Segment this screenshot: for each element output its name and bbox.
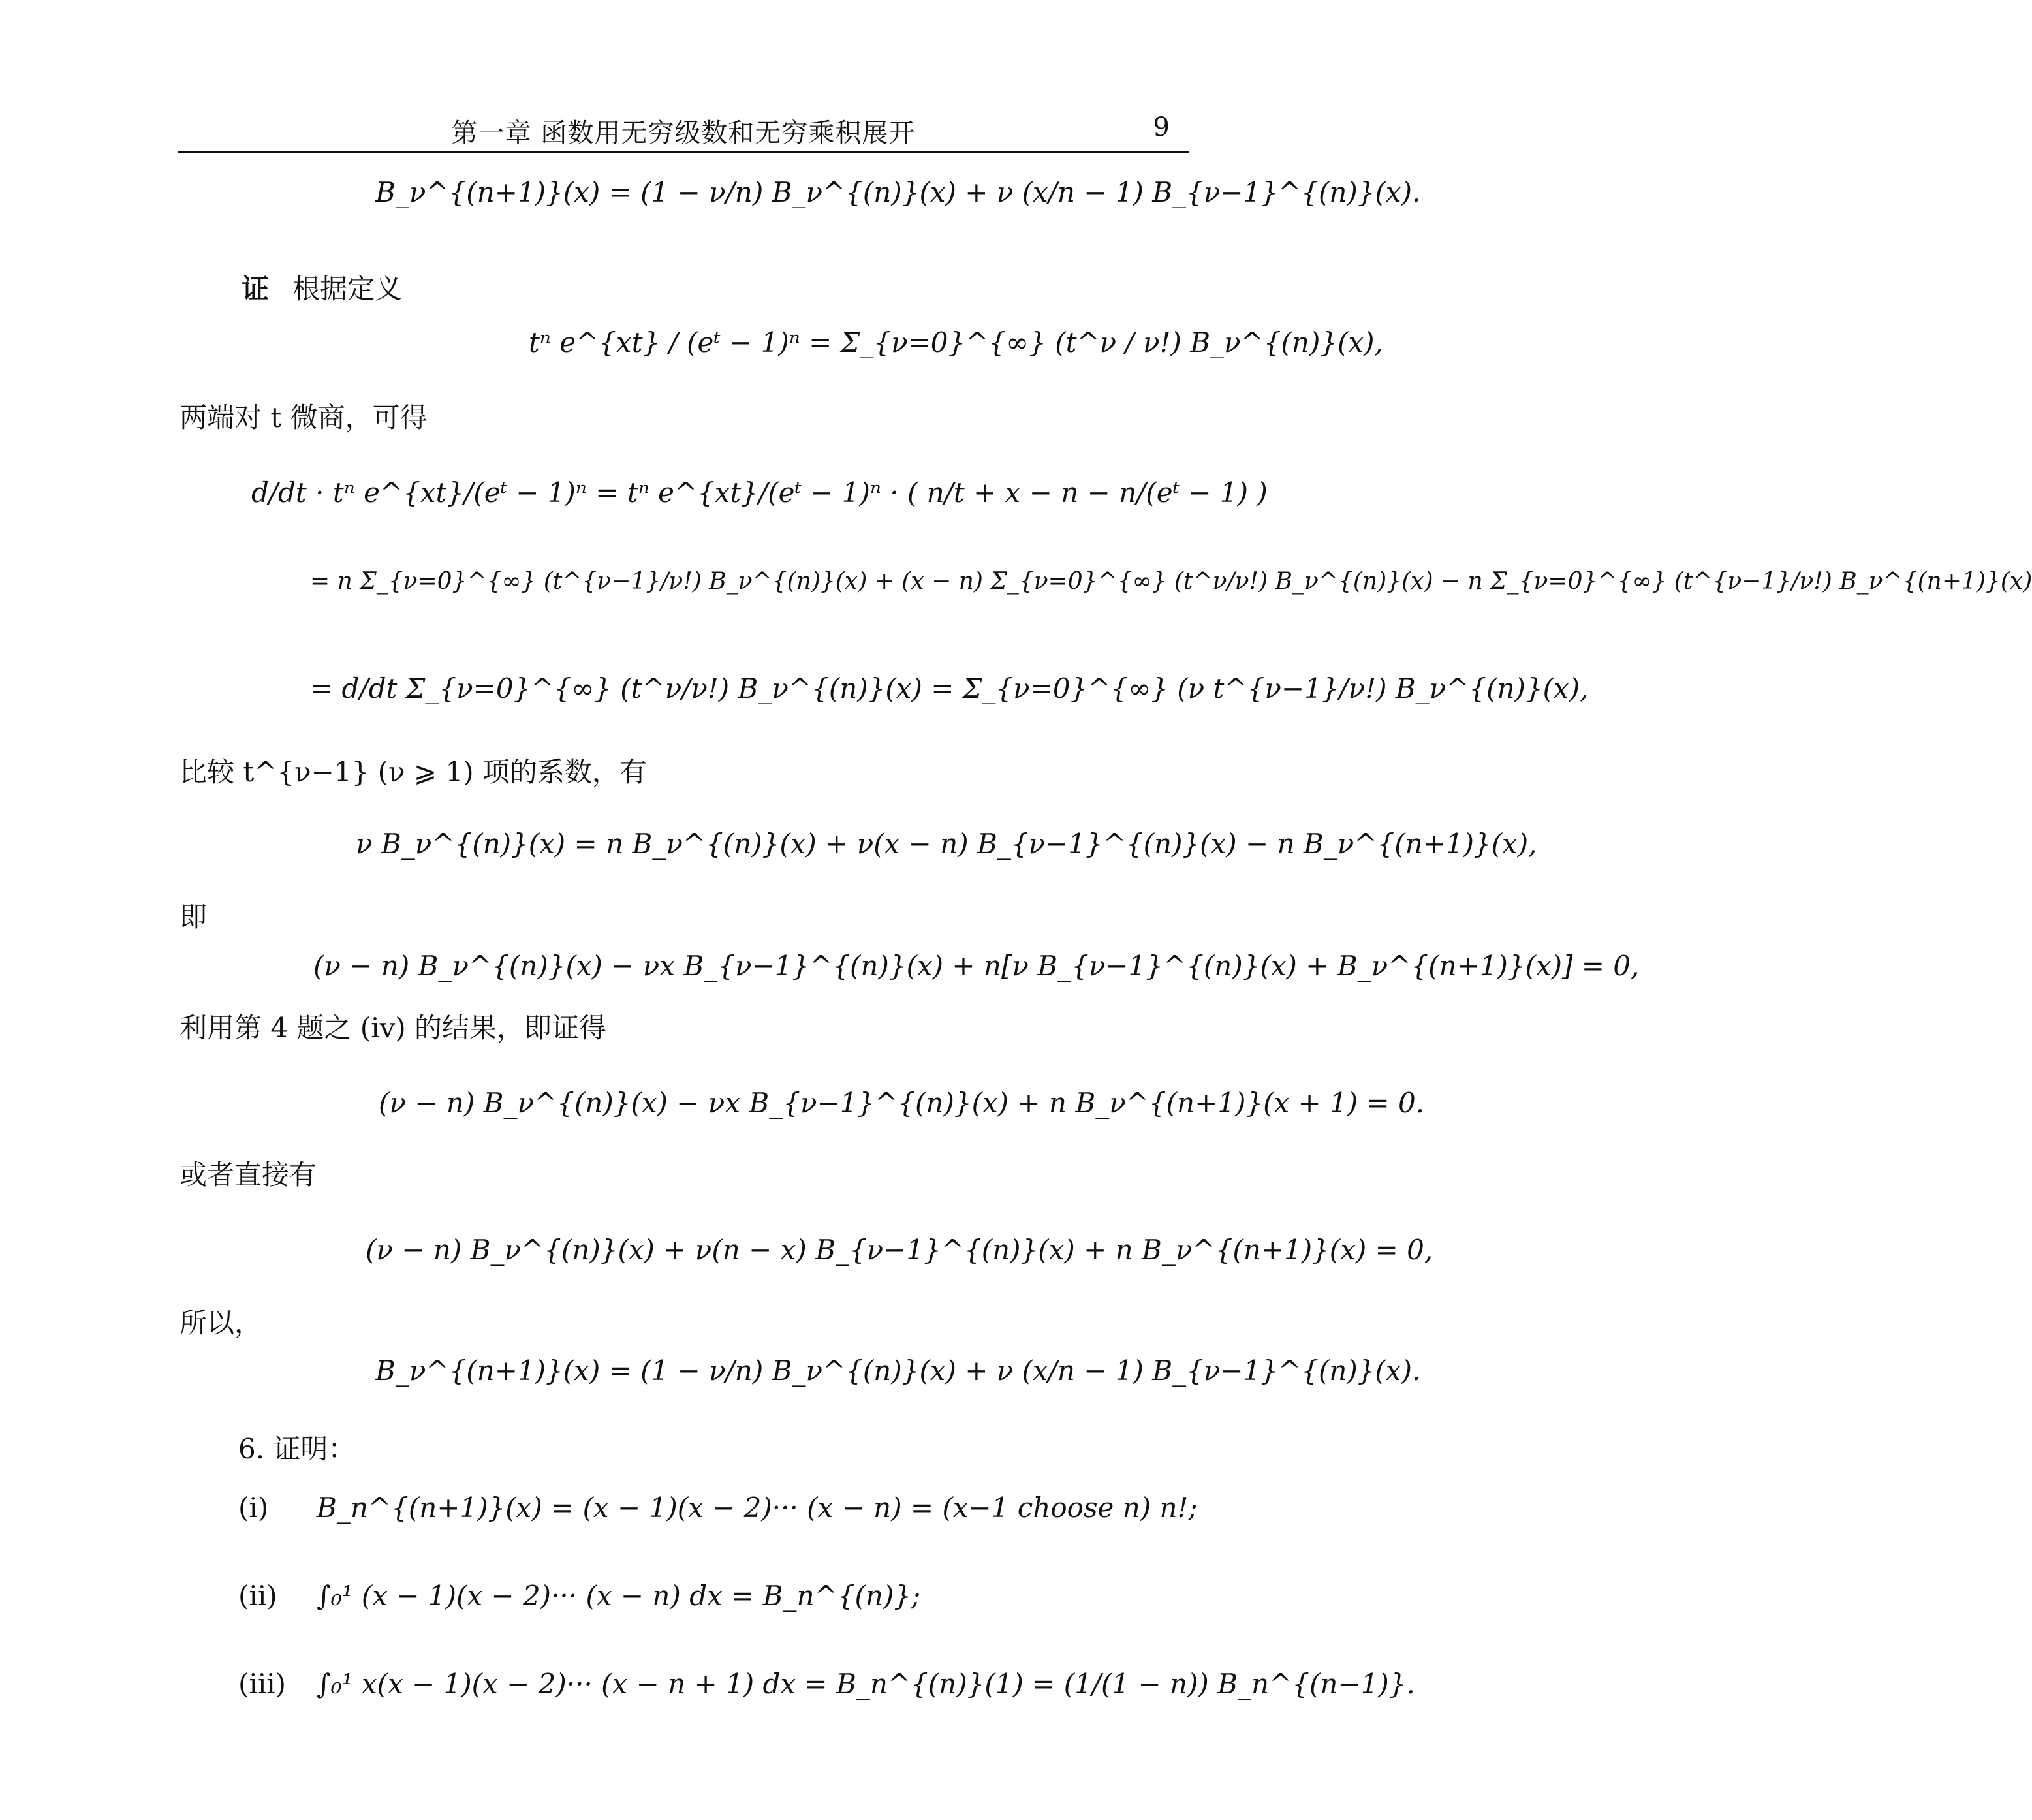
problem-6-item-ii: (ii) ∫₀¹ (x − 1)(x − 2)··· (x − n) dx = B_n^{(n)};	[238, 1580, 921, 1612]
equation-ji: (ν − n) B_ν^{(n)}(x) − νx B_{ν−1}^{(n)}(x) + n[ν B_{ν−1}^{(n)}(x) + B_ν^{(n+1)}(x)] = 0,	[313, 950, 1640, 982]
paragraph-direct: 或者直接有	[180, 1159, 317, 1191]
equation-so: B_ν^{(n+1)}(x) = (1 − ν/n) B_ν^{(n)}(x) + ν (x/n − 1) B_{ν−1}^{(n)}(x).	[375, 1355, 1421, 1387]
equation-compare: ν B_ν^{(n)}(x) = n B_ν^{(n)}(x) + ν(x − n) B_{ν−1}^{(n)}(x) − n B_ν^{(n+1)}(x),	[356, 828, 1537, 860]
proof-intro	[242, 273, 402, 306]
chapter-title: 第一章 函数用无穷级数和无穷乘积展开	[451, 118, 916, 148]
paragraph-so: 所以，	[180, 1307, 262, 1339]
problem-6-heading: 6. 证明：	[238, 1433, 356, 1465]
paragraph-compare: 比较 t^{ν−1} (ν ⩾ 1) 项的系数，有	[180, 756, 647, 788]
paragraph-ji: 即	[180, 901, 208, 933]
header-rule	[178, 151, 1189, 153]
equation-top: B_ν^{(n+1)}(x) = (1 − ν/n) B_ν^{(n)}(x) + ν (x/n − 1) B_{ν−1}^{(n)}(x).	[375, 176, 1421, 208]
paragraph-use: 利用第 4 题之 (iv) 的结果，即证得	[180, 1012, 607, 1044]
equation-derivative-3: = d/dt Σ_{ν=0}^{∞} (t^ν/ν!) B_ν^{(n)}(x) = Σ_{ν=0}^{∞} (ν t^{ν−1}/ν!) B_ν^{(n)}(x),	[310, 672, 1589, 704]
paragraph-differentiate: 两端对 t 微商，可得	[180, 401, 428, 433]
proof-label: 证	[242, 273, 270, 305]
problem-6-item-i: (i) B_n^{(n+1)}(x) = (x − 1)(x − 2)··· (x − n) = (x−1 choose n) n!;	[238, 1492, 1198, 1524]
problem-6-item-iii: (iii) ∫₀¹ x(x − 1)(x − 2)··· (x − n + 1) dx = B_n^{(n)}(1) = (1/(1 − n)) B_n^{(n−1)}.	[238, 1668, 1415, 1700]
equation-derivative-1: d/dt · tⁿ e^{xt}/(eᵗ − 1)ⁿ = tⁿ e^{xt}/(eᵗ − 1)ⁿ · ( n/t + x − n − n/(eᵗ − 1) )	[251, 477, 1268, 509]
running-header	[178, 110, 1189, 150]
equation-direct: (ν − n) B_ν^{(n)}(x) + ν(n − x) B_{ν−1}^{(n)}(x) + n B_ν^{(n+1)}(x) = 0,	[366, 1234, 1433, 1266]
equation-definition: tⁿ e^{xt} / (eᵗ − 1)ⁿ = Σ_{ν=0}^{∞} (t^ν / ν!) B_ν^{(n)}(x),	[529, 326, 1383, 358]
proof-text: 根据定义	[292, 273, 403, 305]
equation-derivative-2: = n Σ_{ν=0}^{∞} (t^{ν−1}/ν!) B_ν^{(n)}(x) + (x − n) Σ_{ν=0}^{∞} (t^ν/ν!) B_ν^{(n)}(x) − n Σ_{ν=0}^{∞} (t^{ν−1}/ν!) B_ν^{(n+1)}(x)	[310, 568, 2032, 595]
page-number: 9	[1153, 112, 1170, 142]
equation-use: (ν − n) B_ν^{(n)}(x) − νx B_{ν−1}^{(n)}(x) + n B_ν^{(n+1)}(x + 1) = 0.	[379, 1087, 1425, 1119]
